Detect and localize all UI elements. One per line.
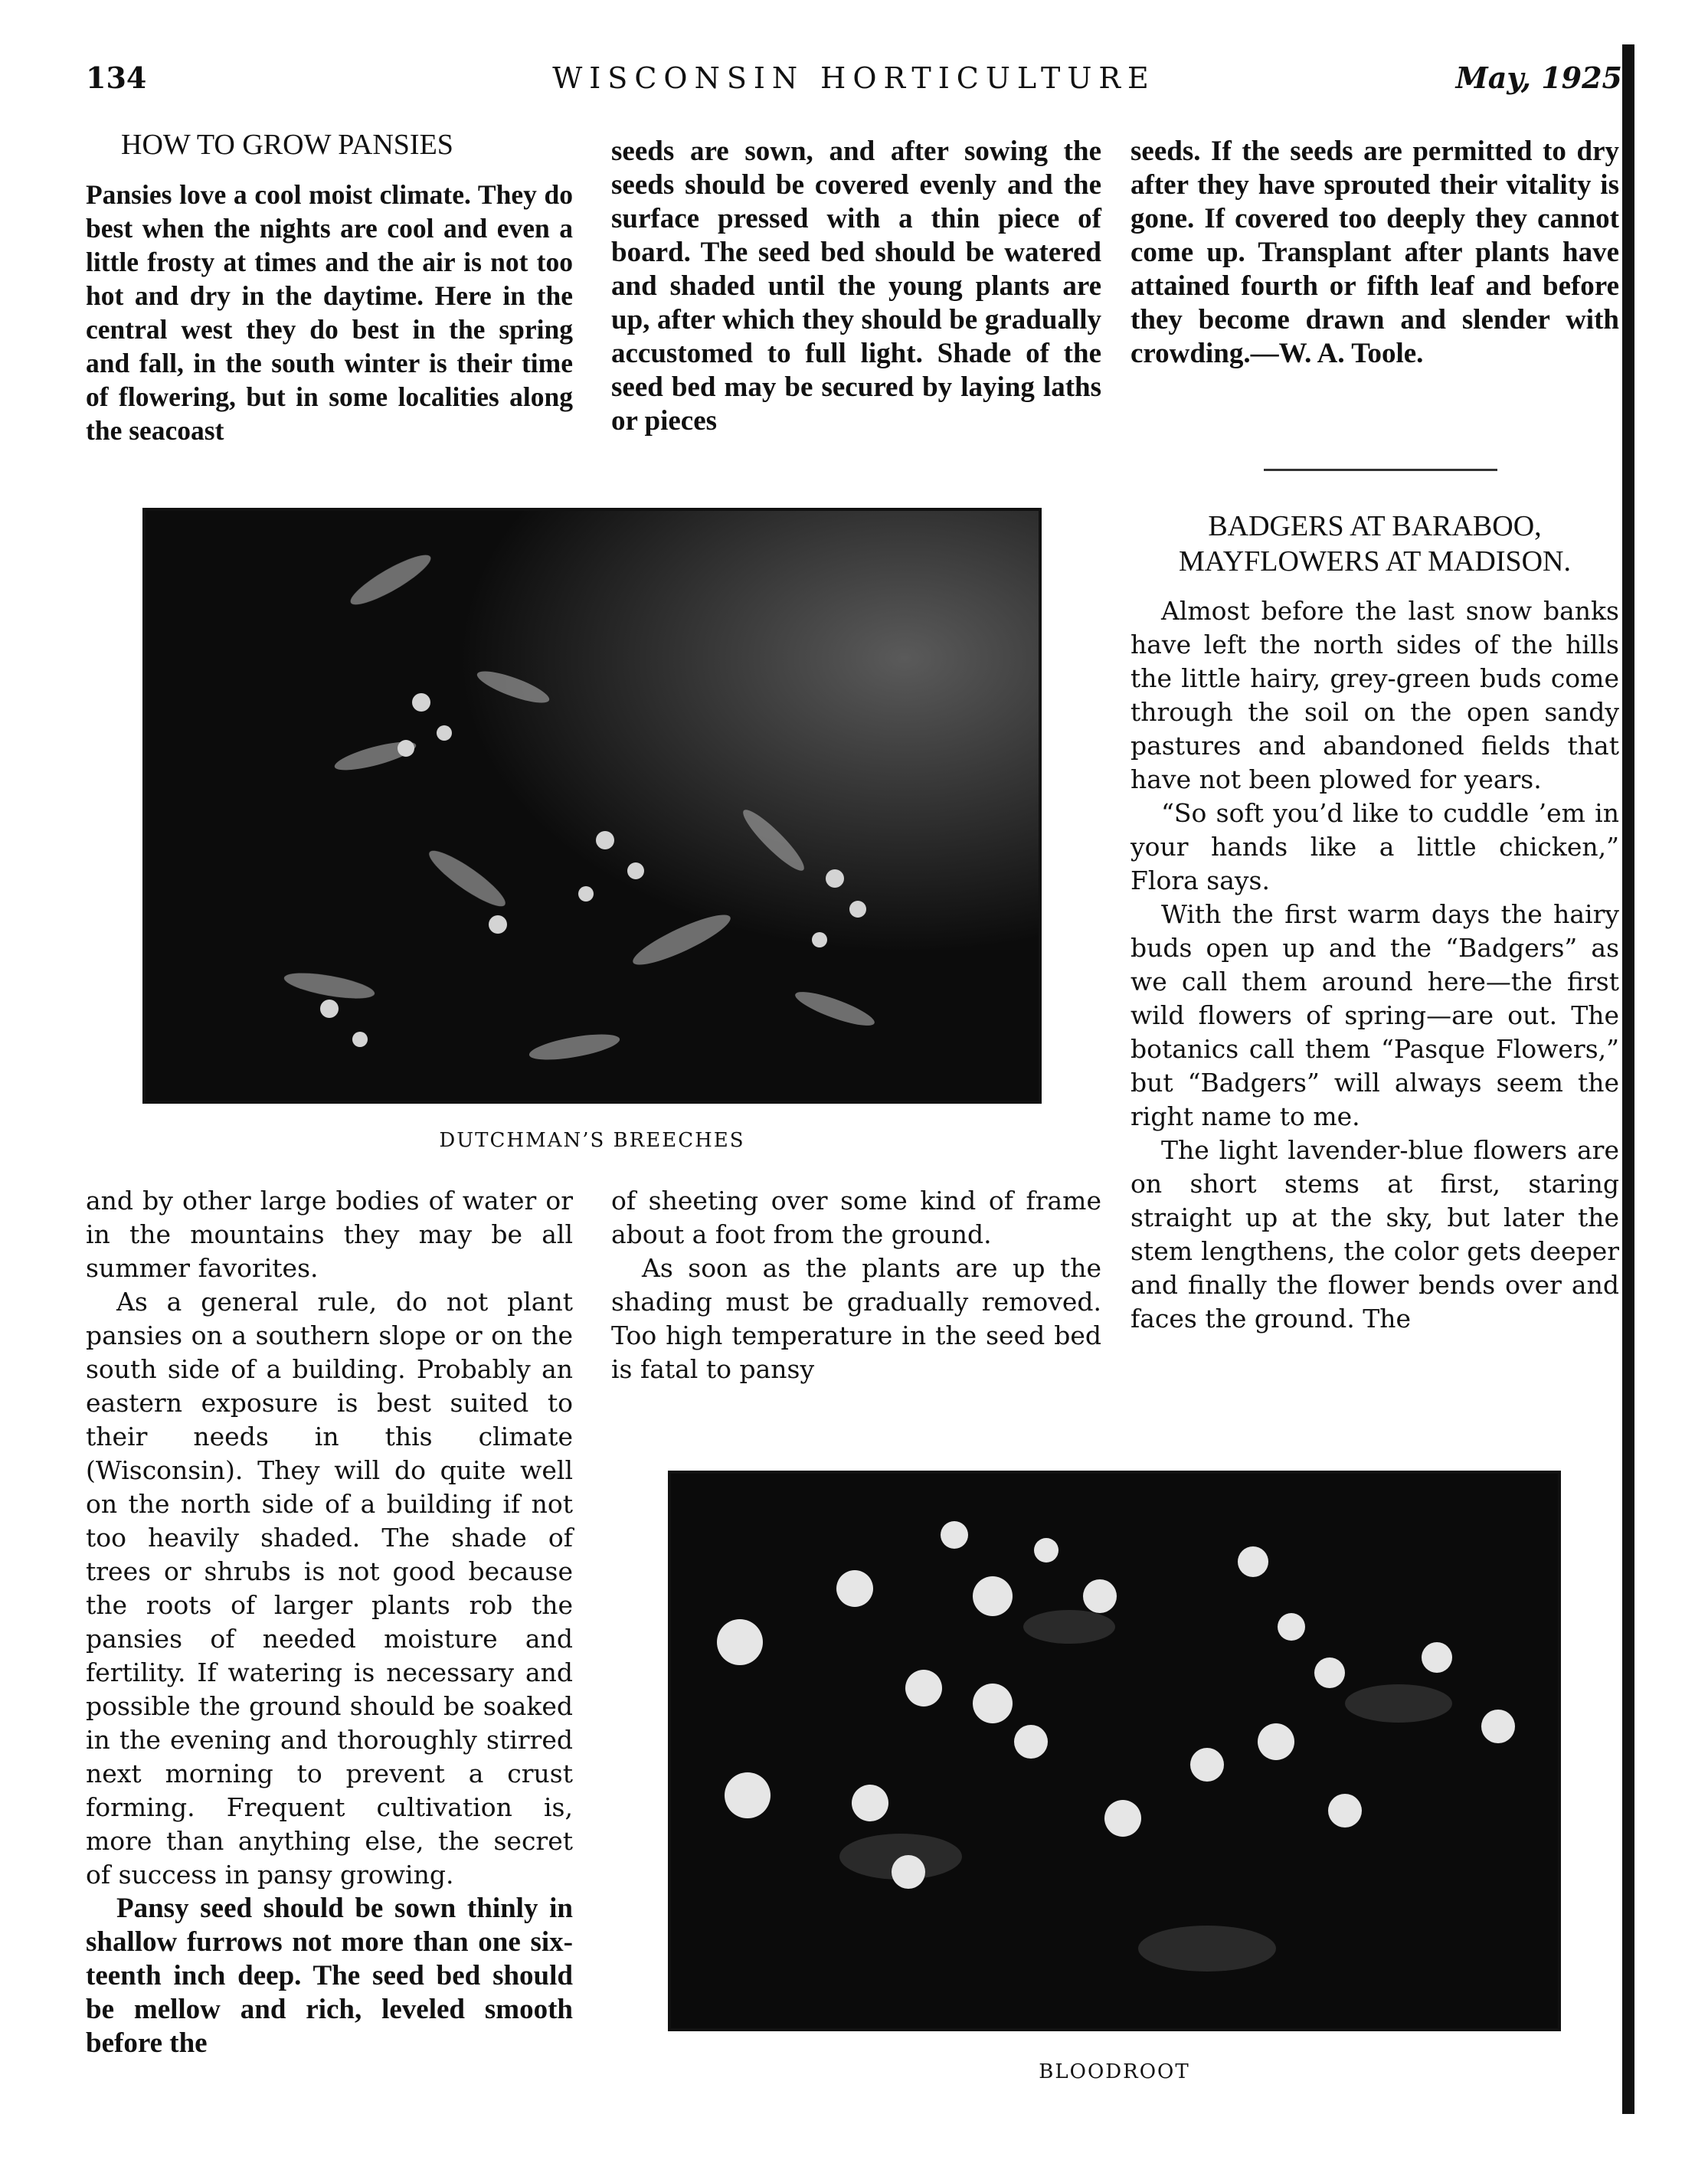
article-divider	[1264, 469, 1497, 471]
badgers-paragraph: With the first warm days the hairy buds open up and the “Badgers” as we call them around here—the first wild flowers of spring—are out. The botanics call them “Pasque Flowers,” but “Badgers” will always seem the right name to me.	[1130, 899, 1619, 1131]
bloodroot-caption: BLOODROOT	[1039, 2060, 1190, 2083]
pansies-paragraph: and by other large bodies of water or in the mountains they may be all summer favorites.	[86, 1186, 573, 1283]
pansies-title: HOW TO GROW PANSIES	[121, 129, 453, 161]
pansies-paragraph: Pansy seed should be sown thinly in shallow furrows not more than one six-teenth inch deep. The seed bed should be mellow and rich, leveled smooth before the	[86, 1893, 573, 2059]
pansies-paragraph: As soon as the plants are up the shading must be gradually removed. Too high temperature in the seed bed is fatal to pansy	[611, 1253, 1101, 1384]
pansies-paragraph: seeds. If the seeds are permitted to dry after they have sprouted their vitality is gone. If covered too deeply they cannot come up. Transplant after plants have attained fourth or fifth leaf and before they become drawn and slender with crowding.—W. A. Toole.	[1130, 136, 1619, 369]
bloodroot-image	[671, 1474, 1558, 2028]
pansies-column-2-bottom	[611, 1184, 1101, 1386]
badgers-title: BADGERS AT BARABOO, MAYFLOWERS AT MADISON.	[1178, 510, 1572, 578]
badgers-column	[1130, 509, 1619, 1336]
pansies-paragraph: of sheeting over some kind of frame about a foot from the ground.	[611, 1186, 1101, 1249]
journal-title: WISCONSIN HORTICULTURE	[552, 61, 1156, 95]
pansies-column-2-top	[611, 135, 1101, 438]
page-edge-bar	[1622, 44, 1634, 2114]
pansies-paragraph: seeds are sown, and after sowing the seeds should be covered evenly and the surface pressed with a thin piece of board. The seed bed should be watered and shaded until the young plants are up, after which they should be gradually accustomed to full light. Shade of the seed bed may be secured by laying laths or pieces	[611, 136, 1101, 437]
issue-date: May, 1925	[1455, 61, 1622, 95]
dutchmans-breeches-caption: DUTCHMAN’S BREECHES	[439, 1129, 745, 1152]
badgers-paragraph: “So soft you’d like to cuddle ’em in your hands like a little chicken,” Flora says.	[1130, 798, 1619, 895]
dutchmans-breeches-photo	[142, 508, 1042, 1104]
bloodroot-photo	[668, 1471, 1561, 2031]
pansies-paragraph: As a general rule, do not plant pansies on a southern slope or on the south side of a building. Probably an eastern exposure is best suited to their needs in this climate (Wisconsin). They will do quite well on the north side of a building if not too heavily shaded. The shade of trees or shrubs is not good because the roots of larger plants rob the pansies of needed moisture and fertility. If watering is necessary and possible the ground should be soaked in the evening and thoroughly stirred next morning to prevent a crust forming. Frequent cultivation is, more than anything else, the secret of success in pansy growing.	[86, 1287, 573, 1890]
pansies-paragraph: Pansies love a cool moist climate. They do best when the nights are cool and even a little frosty at times and the air is not too hot and dry in the daytime. Here in the central west they do best in the spring and fall, in the south winter is their time of flowering, but in some localities along the seacoast	[86, 179, 573, 446]
pansies-column-1-bottom	[86, 1184, 573, 2060]
badgers-paragraph: The light lavender-blue flowers are on short stems at first, staring straight up at the sky, but later the stem lengthens, the color gets deeper and finally the flower bends over and faces the ground. The	[1130, 1135, 1619, 1333]
pansies-column-3-top	[1130, 135, 1619, 371]
dutchmans-breeches-image	[146, 511, 1039, 1101]
page-number: 134	[86, 61, 147, 95]
pansies-column-1-top	[86, 127, 573, 447]
badgers-paragraph: Almost before the last snow banks have left the north sides of the hills the little hairy, grey-green buds come through the soil on the open sandy pastures and abandoned fields that have not been plowed for years.	[1130, 596, 1619, 794]
